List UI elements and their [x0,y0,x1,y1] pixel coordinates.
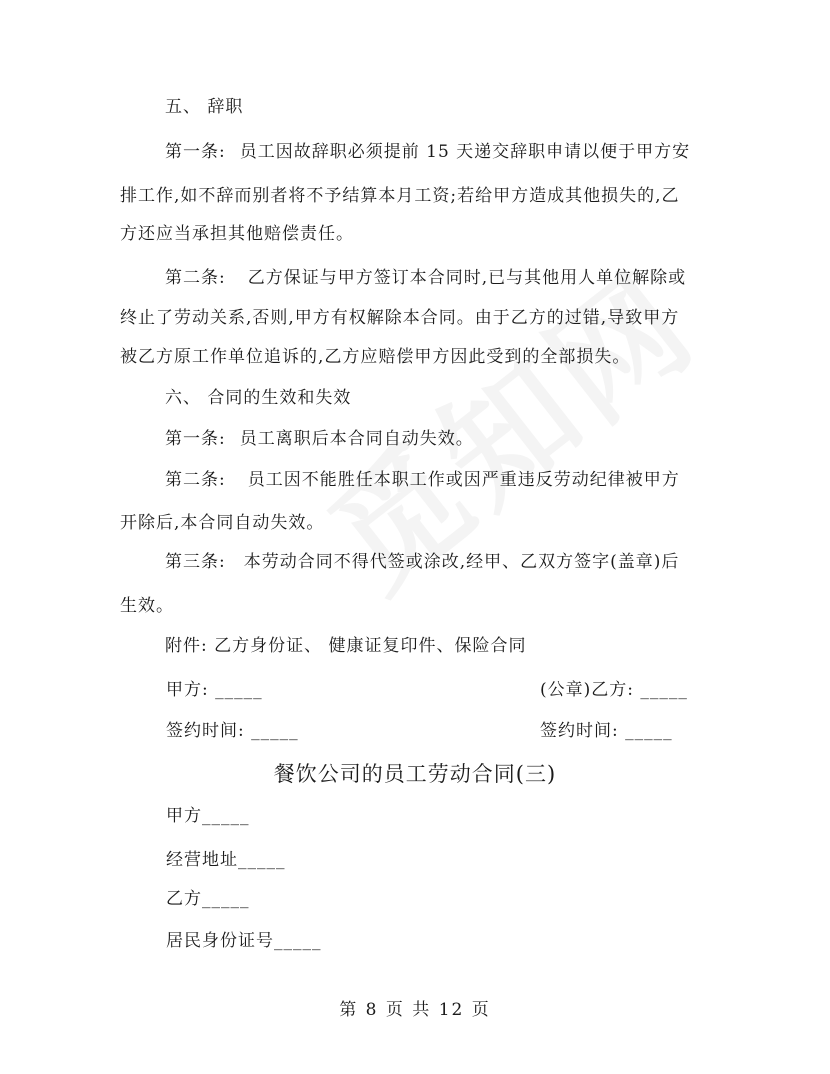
art-label: 第一条: [165,142,226,162]
art-label: 第二条: [165,268,226,288]
art-label: 第二条: [165,470,226,490]
contract3-address: 经营地址_____ [166,850,286,870]
section5-heading: 五、 辞职 [165,97,244,117]
art-label: 第三条: [165,552,226,572]
section5-art2-line1: 第二条: 乙方保证与甲方签订本合同时,已与其他用人单位解除或 [165,268,687,288]
art-label: 第一条: [165,429,226,449]
contract3-party-b: 乙方_____ [166,889,250,909]
section6-heading: 六、 合同的生效和失效 [165,388,352,408]
party-b-date: 签约时间: _____ [540,721,673,741]
party-a-date: 签约时间: _____ [166,721,299,741]
section6-art1: 第一条: 员工离职后本合同自动失效。 [165,429,474,449]
contract-title: 餐饮公司的员工劳动合同(三) [273,762,557,786]
section5-art1-line2: 排工作,如不辞而别者将不予结算本月工资;若给甲方造成其他损失的,乙 [120,186,680,206]
section6-art3-line1: 第三条: 本劳动合同不得代签或涂改,经甲、乙双方签字(盖章)后 [165,552,680,572]
section5-art2-line3: 被乙方原工作单位追诉的,乙方应赔偿甲方因此受到的全部损失。 [120,347,631,367]
section5-art1-line3: 方还应当承担其他赔偿责任。 [120,224,354,244]
page-footer: 第 8 页 共 12 页 [339,1000,491,1020]
attachment: 附件: 乙方身份证、 健康证复印件、保险合同 [165,636,527,656]
party-a-signature: 甲方: _____ [166,680,263,700]
section5-art2-line2: 终止了劳动关系,否则,甲方有权解除本合同。由于乙方的过错,导致甲方 [120,308,680,328]
party-b-signature: (公章)乙方: _____ [540,680,688,700]
contract3-id-number: 居民身份证号_____ [166,931,322,951]
section5-art1-line1: 第一条: 员工因故辞职必须提前 15 天递交辞职申请以便于甲方安 [165,142,691,162]
contract3-party-a: 甲方_____ [166,806,250,826]
section6-art3-line2: 生效。 [120,596,174,616]
section6-art2-line2: 开除后,本合同自动失效。 [120,513,325,533]
section6-art2-line1: 第二条: 员工因不能胜任本职工作或因严重违反劳动纪律被甲方 [165,470,680,490]
